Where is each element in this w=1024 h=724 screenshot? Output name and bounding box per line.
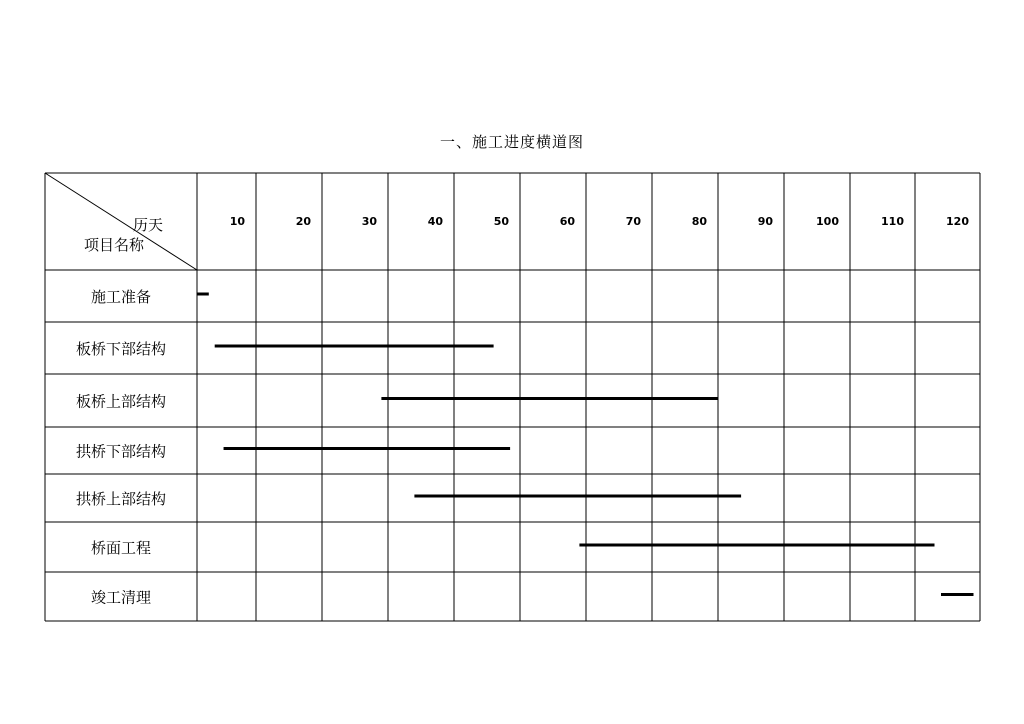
task-label: 板桥上部结构: [75, 392, 167, 411]
day-column-label: 60: [559, 215, 575, 228]
task-label: 桥面工程: [90, 539, 152, 557]
task-label: 施工准备: [90, 288, 152, 306]
day-column-label: 120: [946, 215, 969, 228]
day-column-label: 40: [427, 215, 443, 228]
item-header-label: 项目名称: [84, 236, 145, 254]
day-column-label: 100: [816, 215, 839, 228]
task-bars: [197, 294, 974, 595]
day-column-label: 80: [691, 215, 707, 228]
page-title: 一、施工进度横道图: [439, 133, 584, 151]
day-column-labels: [230, 215, 970, 228]
task-label: 板桥下部结构: [75, 340, 167, 358]
day-column-label: 50: [493, 215, 509, 228]
corner-diagonal: [45, 173, 197, 270]
task-label: 拱桥下部结构: [75, 442, 167, 461]
task-labels: [76, 288, 166, 607]
day-column-label: 90: [757, 215, 773, 228]
day-column-label: 70: [625, 215, 641, 228]
days-header-label: 历天: [133, 216, 164, 234]
task-label: 拱桥上部结构: [75, 490, 167, 508]
day-column-label: 110: [881, 215, 904, 228]
day-column-label: 20: [295, 215, 311, 228]
day-column-label: 30: [361, 215, 377, 228]
task-label: 竣工清理: [90, 588, 152, 607]
day-column-label: 10: [229, 215, 245, 228]
